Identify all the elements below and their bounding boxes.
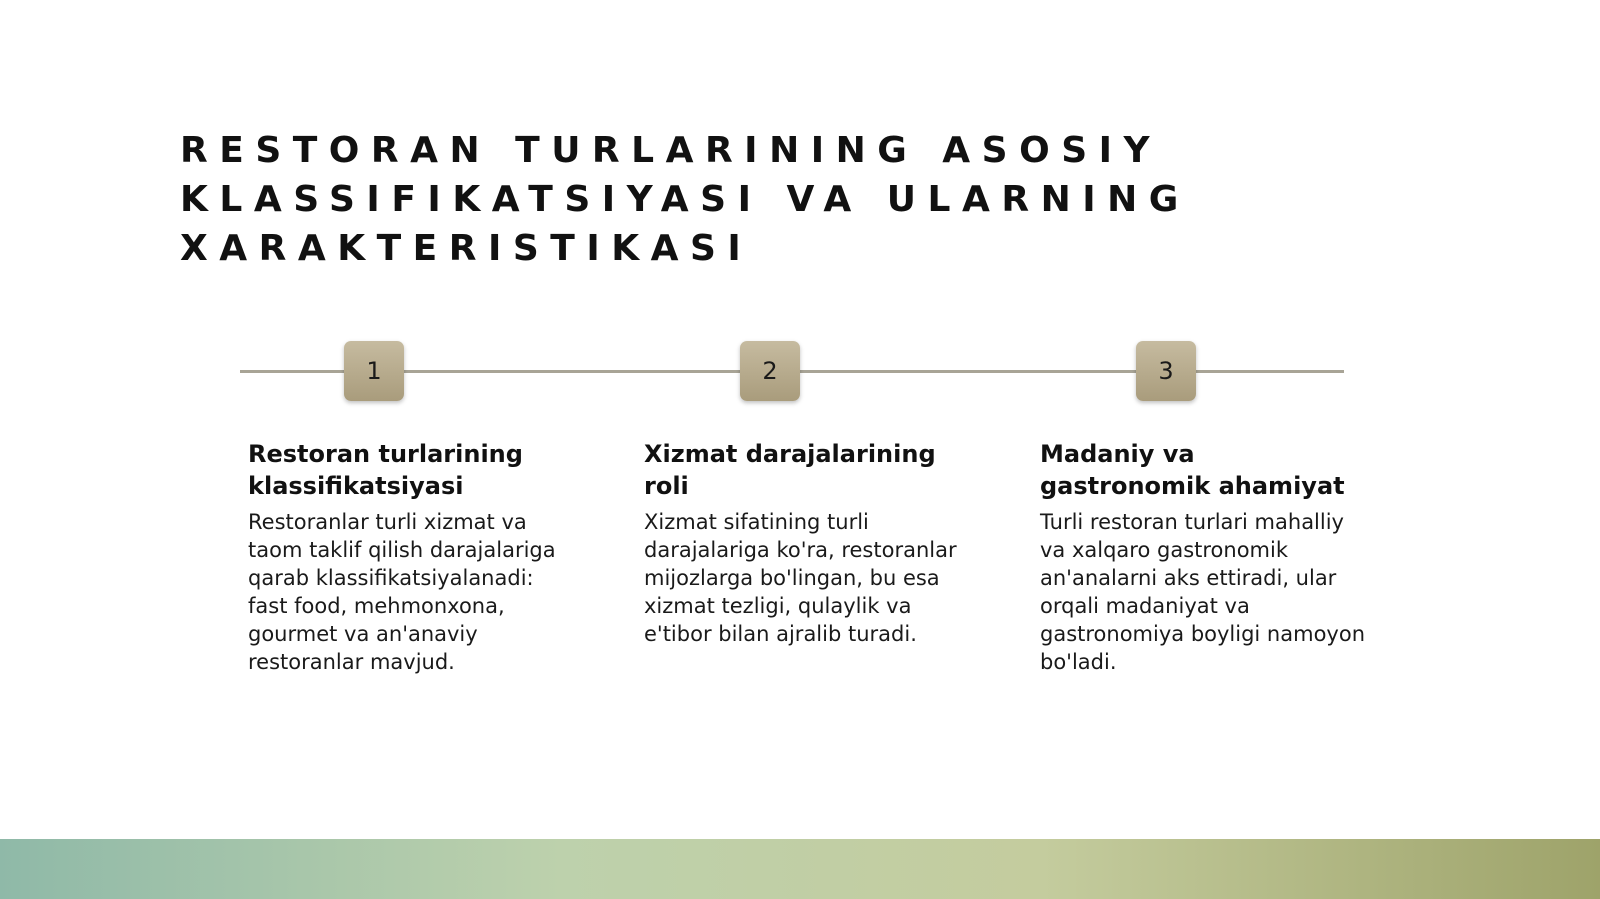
step-3-heading: Madaniy va gastronomik ahamiyat [1040,440,1345,500]
step-1-heading: Restoran turlarining klassifikatsiyasi [248,440,523,500]
bottom-decorative-band [0,839,1600,899]
step-1-badge: 1 [344,341,404,401]
step-1 [248,438,578,676]
step-2-heading: Xizmat darajalarining roli [644,440,936,500]
step-2 [644,438,974,648]
step-3-text: Turli restoran turlari mahalliy va xalqaro gastronomik an'analarni aks ettiradi, ular orqali madaniyat va gastronomiya boyligi namoyon bo'ladi. [1040,510,1365,674]
step-2-badge: 2 [740,341,800,401]
slide-title: RESTORAN TURLARINING ASOSIY KLASSIFIKATSIYASI VA ULARNING XARAKTERISTIKASI [180,130,1190,269]
step-3 [1040,438,1370,676]
step-3-badge: 3 [1136,341,1196,401]
step-1-text: Restoranlar turli xizmat va taom taklif qilish darajalariga qarab klassifikatsiyalanadi: fast food, mehmonxona, gourmet va an'anaviy restoranlar mavjud. [248,510,556,674]
step-2-text: Xizmat sifatining turli darajalariga ko'ra, restoranlar mijozlarga bo'lingan, bu esa xizmat tezligi, qulaylik va e'tibor bilan ajralib turadi. [644,510,957,646]
